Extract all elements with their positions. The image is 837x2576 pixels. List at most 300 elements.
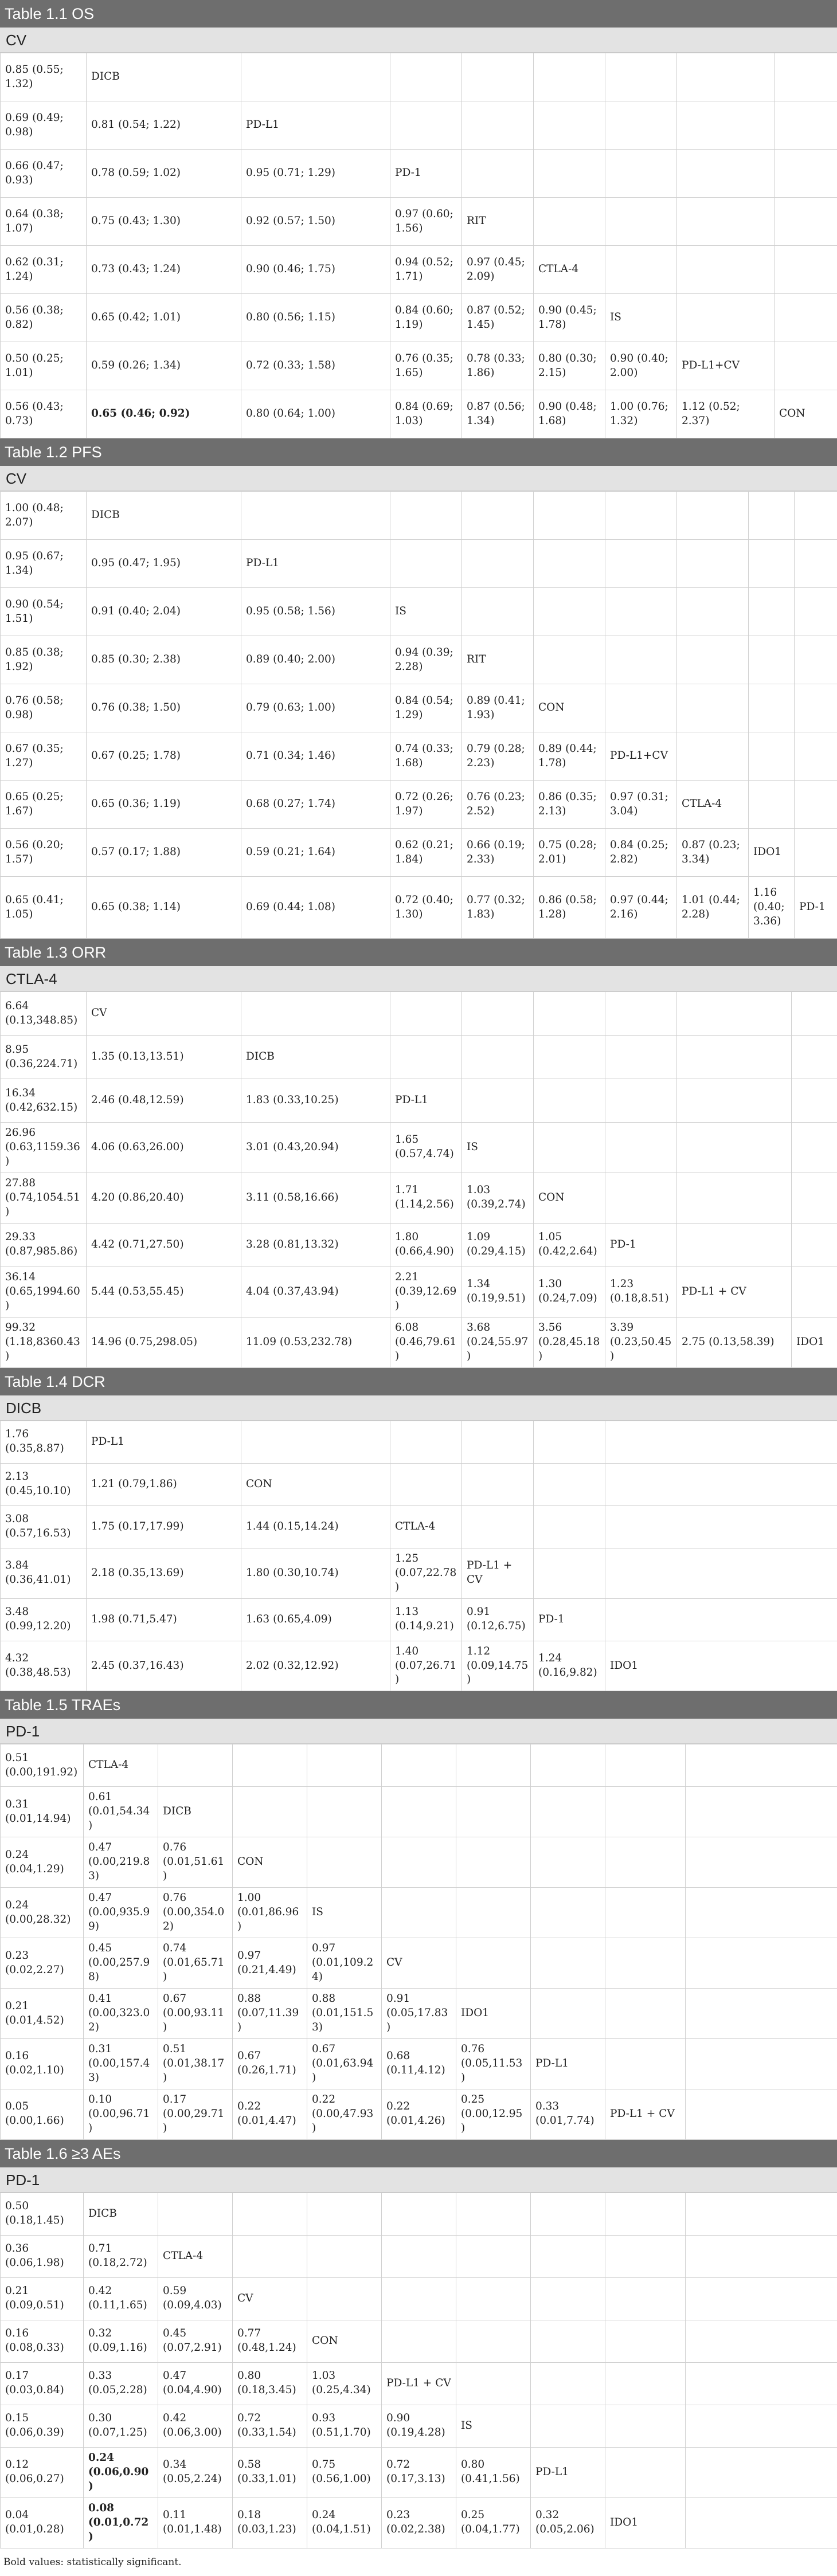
value-cell: 0.71 (0.34; 1.46) — [241, 732, 390, 781]
empty-cell — [382, 2277, 456, 2320]
treatment-label-cell: RIT — [462, 636, 534, 684]
table-section — [0, 939, 837, 1368]
treatment-label-cell: PD-L1 — [390, 1079, 462, 1123]
value-cell: 1.75 (0.17,17.99) — [87, 1505, 241, 1548]
empty-cell — [677, 540, 749, 588]
empty-cell — [686, 2320, 837, 2362]
value-cell: 0.90 (0.46; 1.75) — [241, 246, 390, 294]
value-cell: 1.44 (0.15,14.24) — [241, 1505, 390, 1548]
value-cell: 0.95 (0.71; 1.29) — [241, 150, 390, 198]
empty-cell — [677, 246, 775, 294]
empty-cell — [605, 1938, 686, 1989]
empty-cell — [531, 2405, 605, 2447]
empty-cell — [605, 1744, 686, 1787]
value-cell: 0.67 (0.01,63.94) — [307, 2038, 382, 2089]
empty-cell — [390, 53, 462, 101]
table-title: Table 1.2 PFS — [0, 438, 837, 466]
value-cell: 0.31 (0.01,14.94) — [1, 1787, 84, 1837]
empty-cell — [531, 1938, 605, 1989]
value-cell: 0.61 (0.01,54.34) — [84, 1787, 158, 1837]
table-row — [1, 1505, 837, 1548]
value-cell: 0.68 (0.11,4.12) — [382, 2038, 456, 2089]
empty-cell — [605, 1787, 686, 1837]
empty-cell — [795, 781, 837, 829]
value-cell: 0.81 (0.54; 1.22) — [87, 101, 241, 150]
empty-cell — [775, 294, 837, 342]
value-cell: 0.16 (0.08,0.33) — [1, 2320, 84, 2362]
empty-cell — [462, 1036, 534, 1079]
empty-cell — [677, 294, 775, 342]
table-row — [1, 1223, 837, 1267]
value-cell: 0.77 (0.48,1.24) — [233, 2320, 307, 2362]
value-cell: 0.65 (0.42; 1.01) — [87, 294, 241, 342]
value-cell: 26.96 (0.63,1159.36) — [1, 1123, 87, 1173]
value-cell: 0.56 (0.20; 1.57) — [1, 829, 87, 877]
value-cell: 1.13 (0.14,9.21) — [390, 1598, 462, 1641]
value-cell: 2.75 (0.13,58.39) — [677, 1317, 792, 1367]
value-cell: 0.47 (0.04,4.90) — [158, 2362, 233, 2405]
value-cell: 0.76 (0.23; 2.52) — [462, 781, 534, 829]
empty-cell — [792, 1036, 837, 1079]
treatment-label-cell: IDO1 — [605, 2497, 686, 2548]
treatment-label-cell: CV — [87, 992, 241, 1036]
value-cell: 0.45 (0.07,2.91) — [158, 2320, 233, 2362]
value-cell: 0.51 (0.00,191.92) — [1, 1744, 84, 1787]
empty-cell — [775, 342, 837, 390]
empty-cell — [605, 588, 677, 636]
empty-cell — [749, 684, 795, 732]
empty-cell — [534, 53, 605, 101]
value-cell: 0.10 (0.00,96.71) — [84, 2089, 158, 2139]
value-cell: 27.88 (0.74,1054.51) — [1, 1173, 87, 1223]
value-cell: 2.21 (0.39,12.69) — [390, 1267, 462, 1317]
empty-cell — [534, 492, 605, 540]
empty-cell — [534, 1079, 605, 1123]
empty-cell — [605, 1463, 837, 1505]
value-cell: 0.47 (0.00,219.83) — [84, 1837, 158, 1888]
treatment-label-cell: IS — [462, 1123, 534, 1173]
empty-cell — [241, 1421, 390, 1463]
value-cell: 0.69 (0.49; 0.98) — [1, 101, 87, 150]
empty-cell — [775, 150, 837, 198]
value-cell: 1.21 (0.79,1.86) — [87, 1463, 241, 1505]
empty-cell — [307, 1787, 382, 1837]
table-row — [1, 1641, 837, 1691]
empty-cell — [677, 636, 749, 684]
value-cell: 0.23 (0.02,2.38) — [382, 2497, 456, 2548]
value-cell: 0.23 (0.02,2.27) — [1, 1938, 84, 1989]
treatment-label-cell: DICB — [241, 1036, 390, 1079]
value-cell: 1.65 (0.57,4.74) — [390, 1123, 462, 1173]
value-cell: 0.72 (0.26; 1.97) — [390, 781, 462, 829]
value-cell: 1.03 (0.25,4.34) — [307, 2362, 382, 2405]
empty-cell — [382, 2320, 456, 2362]
empty-cell — [605, 684, 677, 732]
value-cell: 1.23 (0.18,8.51) — [605, 1267, 677, 1317]
value-cell: 1.98 (0.71,5.47) — [87, 1598, 241, 1641]
empty-cell — [456, 1938, 531, 1989]
empty-cell — [792, 1079, 837, 1123]
empty-cell — [677, 684, 749, 732]
value-cell: 0.68 (0.27; 1.74) — [241, 781, 390, 829]
empty-cell — [605, 2447, 686, 2497]
empty-cell — [792, 1223, 837, 1267]
empty-cell — [677, 1173, 792, 1223]
value-cell: 1.30 (0.24,7.09) — [534, 1267, 605, 1317]
empty-cell — [792, 1123, 837, 1173]
value-cell: 0.95 (0.47; 1.95) — [87, 540, 241, 588]
empty-cell — [795, 540, 837, 588]
table-row — [1, 2235, 837, 2277]
value-cell: 0.91 (0.05,17.83) — [382, 1989, 456, 2039]
table-section — [0, 1368, 837, 1692]
empty-cell — [795, 829, 837, 877]
table-reference-label: PD-1 — [0, 1719, 837, 1744]
table-row — [1, 732, 837, 781]
table-row — [1, 1888, 837, 1938]
empty-cell — [390, 540, 462, 588]
empty-cell — [390, 492, 462, 540]
table-row — [1, 540, 837, 588]
empty-cell — [605, 198, 677, 246]
treatment-label-cell: PD-L1 + CV — [605, 2089, 686, 2139]
empty-cell — [605, 2405, 686, 2447]
value-cell: 0.97 (0.31; 3.04) — [605, 781, 677, 829]
value-cell: 0.58 (0.33,1.01) — [233, 2447, 307, 2497]
empty-cell — [749, 732, 795, 781]
empty-cell — [534, 588, 605, 636]
value-cell: 0.93 (0.51,1.70) — [307, 2405, 382, 2447]
value-cell: 1.25 (0.07,22.78) — [390, 1548, 462, 1598]
value-cell: 2.45 (0.37,16.43) — [87, 1641, 241, 1691]
treatment-label-cell: IS — [307, 1888, 382, 1938]
empty-cell — [795, 492, 837, 540]
value-cell: 0.80 (0.56; 1.15) — [241, 294, 390, 342]
treatment-label-cell: PD-L1 — [531, 2447, 605, 2497]
value-cell: 0.47 (0.00,935.99) — [84, 1888, 158, 1938]
table-section — [0, 1691, 837, 2139]
empty-cell — [233, 1787, 307, 1837]
value-cell: 0.97 (0.01,109.24) — [307, 1938, 382, 1989]
empty-cell — [390, 101, 462, 150]
treatment-label-cell: CON — [241, 1463, 390, 1505]
value-cell: 0.76 (0.05,11.53) — [456, 2038, 531, 2089]
empty-cell — [686, 2277, 837, 2320]
value-cell: 0.34 (0.05,2.24) — [158, 2447, 233, 2497]
table-row — [1, 1317, 837, 1367]
comparison-matrix — [0, 2193, 837, 2548]
empty-cell — [686, 1989, 837, 2039]
table-row — [1, 2089, 837, 2139]
value-cell: 0.84 (0.60; 1.19) — [390, 294, 462, 342]
table-row — [1, 198, 837, 246]
table-section — [0, 2140, 837, 2548]
empty-cell — [462, 1421, 534, 1463]
table-row — [1, 636, 837, 684]
value-cell: 0.75 (0.56,1.00) — [307, 2447, 382, 2497]
value-cell: 0.76 (0.38; 1.50) — [87, 684, 241, 732]
value-cell: 0.97 (0.44; 2.16) — [605, 877, 677, 939]
table-row — [1, 2405, 837, 2447]
table-reference-label: CV — [0, 466, 837, 491]
table-title: Table 1.4 DCR — [0, 1368, 837, 1395]
value-cell: 0.90 (0.19,4.28) — [382, 2405, 456, 2447]
value-cell: 0.66 (0.19; 2.33) — [462, 829, 534, 877]
value-cell: 0.88 (0.01,151.53) — [307, 1989, 382, 2039]
empty-cell — [462, 150, 534, 198]
value-cell: 0.05 (0.00,1.66) — [1, 2089, 84, 2139]
value-cell: 1.12 (0.52; 2.37) — [677, 390, 775, 438]
empty-cell — [775, 53, 837, 101]
table-row — [1, 150, 837, 198]
value-cell: 1.83 (0.33,10.25) — [241, 1079, 390, 1123]
value-cell: 0.64 (0.38; 1.07) — [1, 198, 87, 246]
treatment-label-cell: CTLA-4 — [390, 1505, 462, 1548]
value-cell: 0.76 (0.01,51.61) — [158, 1837, 233, 1888]
value-cell: 1.35 (0.13,13.51) — [87, 1036, 241, 1079]
empty-cell — [792, 992, 837, 1036]
empty-cell — [531, 2193, 605, 2235]
empty-cell — [605, 1505, 837, 1548]
empty-cell — [749, 540, 795, 588]
table-row — [1, 781, 837, 829]
table-row — [1, 390, 837, 438]
value-cell: 1.03 (0.39,2.74) — [462, 1173, 534, 1223]
value-cell: 0.87 (0.23; 3.34) — [677, 829, 749, 877]
empty-cell — [456, 2193, 531, 2235]
empty-cell — [795, 588, 837, 636]
value-cell: 0.77 (0.32; 1.83) — [462, 877, 534, 939]
empty-cell — [605, 1036, 677, 1079]
treatment-label-cell: CV — [233, 2277, 307, 2320]
value-cell: 0.30 (0.07,1.25) — [84, 2405, 158, 2447]
value-cell: 0.18 (0.03,1.23) — [233, 2497, 307, 2548]
value-cell: 0.95 (0.58; 1.56) — [241, 588, 390, 636]
table-title: Table 1.1 OS — [0, 0, 837, 28]
value-cell: 0.22 (0.00,47.93) — [307, 2089, 382, 2139]
value-cell: 0.15 (0.06,0.39) — [1, 2405, 84, 2447]
empty-cell — [462, 1505, 534, 1548]
value-cell: 0.25 (0.04,1.77) — [456, 2497, 531, 2548]
table-reference-label: PD-1 — [0, 2167, 837, 2193]
value-cell: 3.56 (0.28,45.18) — [534, 1317, 605, 1367]
value-cell: 0.24 (0.06,0.90) — [84, 2447, 158, 2497]
table-row — [1, 2320, 837, 2362]
treatment-label-cell: RIT — [462, 198, 534, 246]
empty-cell — [456, 1744, 531, 1787]
empty-cell — [605, 2277, 686, 2320]
value-cell: 0.56 (0.43; 0.73) — [1, 390, 87, 438]
table-row — [1, 1837, 837, 1888]
empty-cell — [531, 2320, 605, 2362]
value-cell: 0.79 (0.28; 2.23) — [462, 732, 534, 781]
value-cell: 0.67 (0.26,1.71) — [233, 2038, 307, 2089]
empty-cell — [456, 2235, 531, 2277]
value-cell: 0.24 (0.04,1.51) — [307, 2497, 382, 2548]
value-cell: 0.75 (0.43; 1.30) — [87, 198, 241, 246]
empty-cell — [749, 492, 795, 540]
empty-cell — [534, 1421, 605, 1463]
value-cell: 0.76 (0.58; 0.98) — [1, 684, 87, 732]
empty-cell — [795, 732, 837, 781]
comparison-matrix — [0, 53, 837, 438]
treatment-label-cell: PD-L1+CV — [605, 732, 677, 781]
table-row — [1, 246, 837, 294]
treatment-label-cell: CON — [775, 390, 837, 438]
empty-cell — [677, 732, 749, 781]
value-cell: 0.91 (0.40; 2.04) — [87, 588, 241, 636]
value-cell: 0.41 (0.00,323.02) — [84, 1989, 158, 2039]
empty-cell — [795, 636, 837, 684]
value-cell: 0.16 (0.02,1.10) — [1, 2038, 84, 2089]
empty-cell — [307, 2235, 382, 2277]
empty-cell — [241, 492, 390, 540]
value-cell: 0.57 (0.17; 1.88) — [87, 829, 241, 877]
empty-cell — [307, 1744, 382, 1787]
value-cell: 0.50 (0.25; 1.01) — [1, 342, 87, 390]
table-reference-label: CTLA-4 — [0, 966, 837, 991]
value-cell: 0.33 (0.01,7.74) — [531, 2089, 605, 2139]
empty-cell — [686, 1787, 837, 1837]
empty-cell — [686, 2362, 837, 2405]
empty-cell — [686, 1938, 837, 1989]
table-row — [1, 2362, 837, 2405]
value-cell: 0.73 (0.43; 1.24) — [87, 246, 241, 294]
value-cell: 0.67 (0.00,93.11) — [158, 1989, 233, 2039]
table-row — [1, 1036, 837, 1079]
value-cell: 1.09 (0.29,4.15) — [462, 1223, 534, 1267]
value-cell: 0.84 (0.54; 1.29) — [390, 684, 462, 732]
value-cell: 0.91 (0.12,6.75) — [462, 1598, 534, 1641]
value-cell: 0.21 (0.01,4.52) — [1, 1989, 84, 2039]
value-cell: 0.65 (0.25; 1.67) — [1, 781, 87, 829]
empty-cell — [686, 2038, 837, 2089]
empty-cell — [686, 2193, 837, 2235]
value-cell: 0.85 (0.38; 1.92) — [1, 636, 87, 684]
treatment-label-cell: IDO1 — [792, 1317, 837, 1367]
empty-cell — [749, 636, 795, 684]
empty-cell — [686, 1744, 837, 1787]
treatment-label-cell: IDO1 — [456, 1989, 531, 2039]
empty-cell — [686, 1837, 837, 1888]
treatment-label-cell: CON — [233, 1837, 307, 1888]
empty-cell — [382, 1744, 456, 1787]
treatment-label-cell: PD-1 — [390, 150, 462, 198]
empty-cell — [605, 636, 677, 684]
value-cell: 4.06 (0.63,26.00) — [87, 1123, 241, 1173]
value-cell: 0.65 (0.41; 1.05) — [1, 877, 87, 939]
empty-cell — [677, 101, 775, 150]
value-cell: 3.08 (0.57,16.53) — [1, 1505, 87, 1548]
empty-cell — [531, 2362, 605, 2405]
treatment-label-cell: PD-L1 + CV — [677, 1267, 792, 1317]
empty-cell — [686, 2089, 837, 2139]
value-cell: 0.04 (0.01,0.28) — [1, 2497, 84, 2548]
value-cell: 0.59 (0.09,4.03) — [158, 2277, 233, 2320]
value-cell: 0.50 (0.18,1.45) — [1, 2193, 84, 2235]
table-row — [1, 1548, 837, 1598]
value-cell: 29.33 (0.87,985.86) — [1, 1223, 87, 1267]
empty-cell — [462, 1463, 534, 1505]
value-cell: 0.65 (0.38; 1.14) — [87, 877, 241, 939]
empty-cell — [677, 588, 749, 636]
comparison-matrix — [0, 491, 837, 939]
value-cell: 4.42 (0.71,27.50) — [87, 1223, 241, 1267]
value-cell: 1.01 (0.44; 2.28) — [677, 877, 749, 939]
treatment-label-cell: PD-1 — [605, 1223, 677, 1267]
empty-cell — [605, 53, 677, 101]
table-row — [1, 877, 837, 939]
empty-cell — [605, 540, 677, 588]
value-cell: 0.24 (0.00,28.32) — [1, 1888, 84, 1938]
empty-cell — [795, 684, 837, 732]
value-cell: 0.87 (0.56; 1.34) — [462, 390, 534, 438]
empty-cell — [605, 150, 677, 198]
value-cell: 0.45 (0.00,257.98) — [84, 1938, 158, 1989]
value-cell: 0.24 (0.04,1.29) — [1, 1837, 84, 1888]
treatment-label-cell: IS — [456, 2405, 531, 2447]
value-cell: 0.74 (0.33; 1.68) — [390, 732, 462, 781]
value-cell: 0.66 (0.47; 0.93) — [1, 150, 87, 198]
footnote: Bold values: statistically significant. — [0, 2548, 837, 2576]
table-row — [1, 588, 837, 636]
treatment-label-cell: PD-L1 — [531, 2038, 605, 2089]
value-cell: 0.97 (0.21,4.49) — [233, 1938, 307, 1989]
table-row — [1, 1989, 837, 2039]
value-cell: 0.36 (0.06,1.98) — [1, 2235, 84, 2277]
treatment-label-cell: IS — [390, 588, 462, 636]
table-title: Table 1.3 ORR — [0, 939, 837, 966]
empty-cell — [456, 1888, 531, 1938]
value-cell: 2.46 (0.48,12.59) — [87, 1079, 241, 1123]
empty-cell — [390, 1421, 462, 1463]
empty-cell — [677, 198, 775, 246]
value-cell: 0.22 (0.01,4.47) — [233, 2089, 307, 2139]
treatment-label-cell: PD-L1 — [241, 540, 390, 588]
value-cell: 1.24 (0.16,9.82) — [534, 1641, 605, 1691]
empty-cell — [233, 2235, 307, 2277]
value-cell: 0.80 (0.30; 2.15) — [534, 342, 605, 390]
value-cell: 0.32 (0.09,1.16) — [84, 2320, 158, 2362]
value-cell: 1.80 (0.30,10.74) — [241, 1548, 390, 1598]
table-row — [1, 2497, 837, 2548]
value-cell: 16.34 (0.42,632.15) — [1, 1079, 87, 1123]
empty-cell — [677, 1079, 792, 1123]
empty-cell — [307, 2277, 382, 2320]
value-cell: 0.89 (0.40; 2.00) — [241, 636, 390, 684]
comparison-matrix — [0, 991, 837, 1368]
treatment-label-cell: CV — [382, 1938, 456, 1989]
value-cell: 0.90 (0.40; 2.00) — [605, 342, 677, 390]
empty-cell — [686, 2447, 837, 2497]
empty-cell — [241, 992, 390, 1036]
empty-cell — [534, 1463, 605, 1505]
empty-cell — [534, 636, 605, 684]
empty-cell — [792, 1267, 837, 1317]
table-row — [1, 1938, 837, 1989]
value-cell: 0.78 (0.59; 1.02) — [87, 150, 241, 198]
empty-cell — [605, 2038, 686, 2089]
value-cell: 0.72 (0.33,1.54) — [233, 2405, 307, 2447]
empty-cell — [462, 492, 534, 540]
value-cell: 0.84 (0.69; 1.03) — [390, 390, 462, 438]
empty-cell — [605, 1837, 686, 1888]
empty-cell — [382, 2193, 456, 2235]
treatment-label-cell: CTLA-4 — [158, 2235, 233, 2277]
value-cell: 0.21 (0.09,0.51) — [1, 2277, 84, 2320]
table-row — [1, 2193, 837, 2235]
value-cell: 4.04 (0.37,43.94) — [241, 1267, 390, 1317]
